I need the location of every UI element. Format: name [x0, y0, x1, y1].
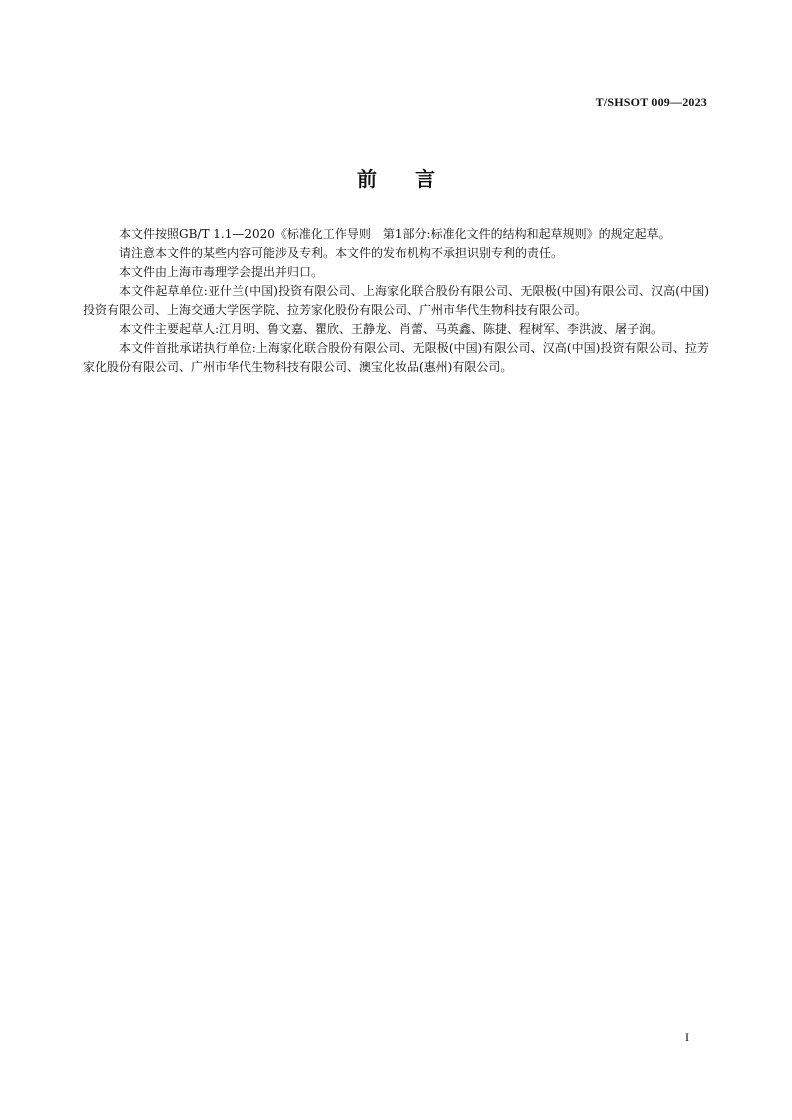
paragraph-implementing-units: 本文件首批承诺执行单位:上海家化联合股份有限公司、无限极(中国)有限公司、汉高(中国)投资有限公司、拉芳家化股份有限公司、广州市华代生物科技有限公司、澳宝化妆品(惠州)有限公司。 [83, 341, 709, 374]
page-title: 前言 [357, 167, 473, 191]
paragraph-drafting-units: 本文件起草单位:亚什兰(中国)投资有限公司、上海家化联合股份有限公司、无限极(中国)有限公司、汉高(中国)投资有限公司、上海交通大学医学院、拉芳家化股份有限公司、广州市华代生物科技有限公司。 [83, 284, 709, 317]
paragraph-drafters: 本文件主要起草人:江月明、鲁文嘉、瞿欣、王静龙、肖蕾、马英鑫、陈捷、程树军、李洪波、屠子润。 [119, 322, 664, 336]
foreword-body [83, 225, 709, 377]
paragraph-proposer: 本文件由上海市毒理学会提出并归口。 [119, 265, 324, 279]
page-number: I [685, 1030, 689, 1044]
document-code: T/SHSOT 009—2023 [595, 95, 707, 109]
paragraph-patent-notice: 请注意本文件的某些内容可能涉及专利。本文件的发布机构不承担识别专利的责任。 [119, 246, 564, 260]
paragraph-drafting-rules: 本文件按照GB/T 1.1—2020《标准化工作导则 第1部分:标准化文件的结构和起草规则》的规定起草。 [119, 227, 671, 241]
